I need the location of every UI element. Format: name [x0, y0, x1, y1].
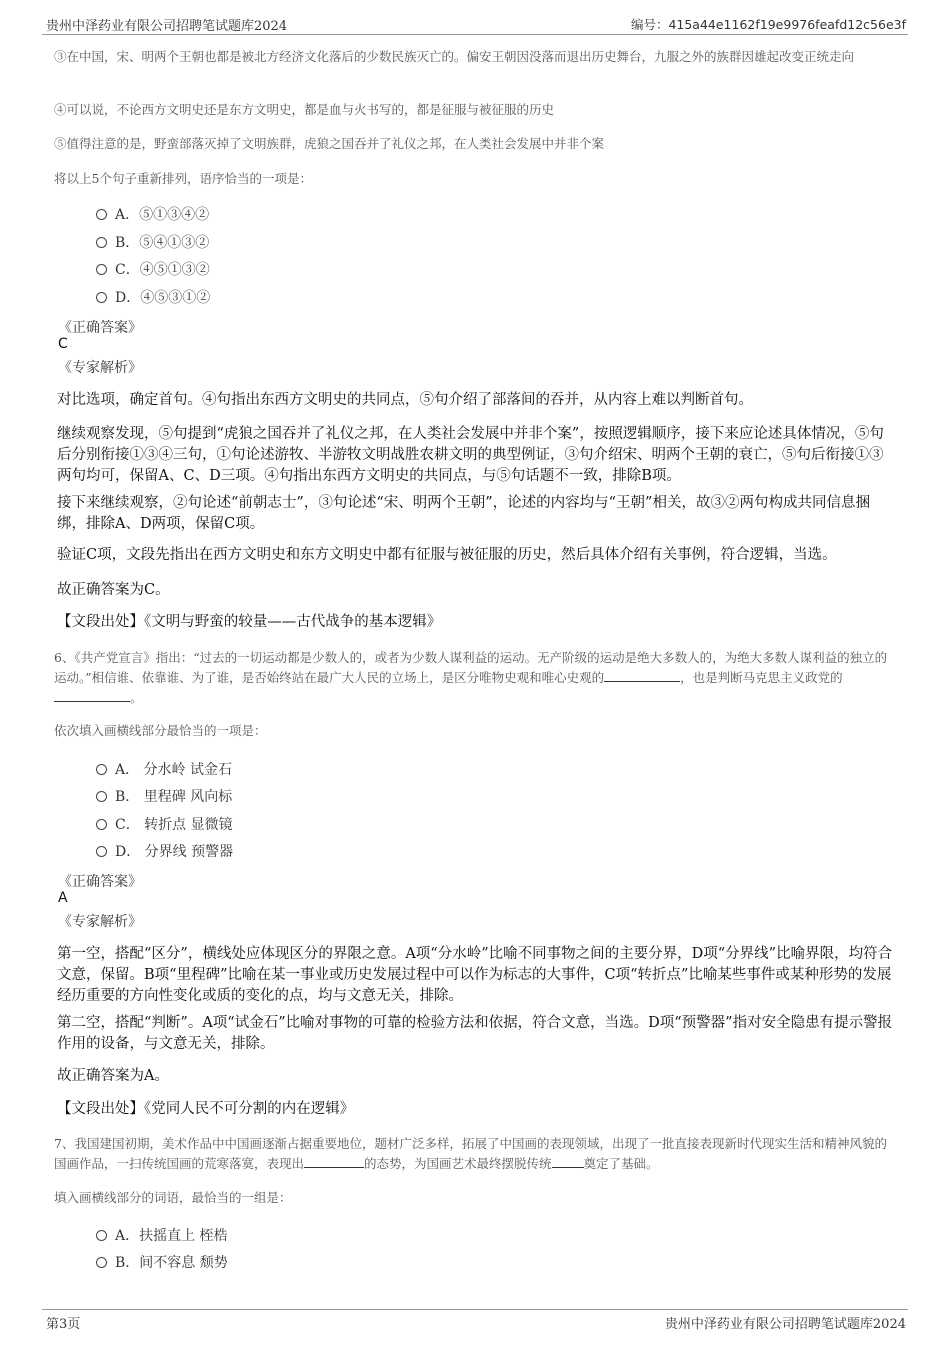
header-divider: [42, 34, 908, 35]
document-code: 编号：415a44e1162f19e9976feafd12c56e3f: [630, 17, 906, 32]
radio-icon[interactable]: [96, 819, 107, 830]
q6-source: 【文段出处】《党同人民不可分割的内在逻辑》: [57, 1101, 355, 1117]
q7-option-b[interactable]: B．间不容息 颓势: [96, 1252, 228, 1272]
radio-icon[interactable]: [96, 264, 107, 275]
q5-source: 【文段出处】《文明与野蛮的较量——古代战争的基本逻辑》: [57, 614, 442, 630]
q5-prompt: 将以上5个句子重新排列，语序恰当的一项是：: [54, 171, 312, 186]
q6-stem: 6、《共产党宣言》指出：“过去的一切运动都是少数人的，或者为少数人谋利益的运动。无产阶级的运动是绝大多数人的，为绝大多数人谋利益的独立的运动。”相信谁、依靠谁、为了谁，是否始终站在最广大人民的立场上，是区分唯物史观和唯心史观的 ，也是判断马克思主义政党的。: [54, 650, 888, 705]
q6-option-b[interactable]: B． 里程碑 风向标: [96, 786, 232, 806]
q5-analysis-paragraph: 验证C项，文段先指出在西方文明史和东方文明史中都有征服与被征服的历史，然后具体介绍有关事例，符合逻辑，当选。: [57, 547, 837, 563]
radio-icon[interactable]: [96, 1257, 107, 1268]
q5-option-a[interactable]: A．⑤①③④②: [96, 204, 209, 224]
page-number: 第3页: [46, 1317, 81, 1332]
q5-option-d[interactable]: D．④⑤③①②: [96, 287, 210, 307]
radio-icon[interactable]: [96, 791, 107, 802]
footer-title: 贵州中泽药业有限公司招聘笔试题库2024: [664, 1317, 906, 1332]
q5-answer: C: [58, 336, 68, 352]
header-title: 贵州中泽药业有限公司招聘笔试题库2024: [46, 19, 288, 34]
q5-analysis-paragraph: 继续观察发现，⑤句提到“虎狼之国吞并了礼仪之邦，在人类社会发展中并非个案”，按照逻辑顺序，接下来应论述具体情况，⑤句后分别衔接①③④三句，①句论述游牧、半游牧文明战胜农耕文明的典型例证，③句介绍宋、明两个王朝的衰亡，⑤句后衔接①③两句均可，保留A、C、D三项。④句指出东西方文明史的共同点，与⑤句话题不一致，排除B项。: [57, 426, 884, 484]
radio-icon[interactable]: [96, 237, 107, 248]
q6-analysis-paragraph: 第一空，搭配“区分”，横线处应体现区分的界限之意。A项“分水岭”比喻不同事物之间的主要分界，D项“分界线”比喻界限，均符合文意，保留。B项“里程碑”比喻在某一事业或历史发展过程中可以作为标志的大事件，C项“转折点”比喻某些事件或某种形势的发展经历重要的方向性变化或质的变化的点，均与文意无关，排除。: [57, 946, 893, 1004]
q5-analysis-paragraph: 故正确答案为C。: [57, 582, 170, 598]
q6-analysis-paragraph: 第二空，搭配“判断”。A项“试金石”比喻对事物的可靠的检验方法和依据，符合文意，当选。D项“预警器”指对安全隐患有提示警报作用的设备，与文意无关，排除。: [57, 1015, 893, 1052]
radio-icon[interactable]: [96, 209, 107, 220]
q5-sentence-5: ⑤值得注意的是，野蛮部落灭掉了文明族群，虎狼之国吞并了礼仪之邦，在人类社会发展中并非个案: [54, 136, 605, 151]
q6-option-c[interactable]: C． 转折点 显微镜: [96, 814, 233, 834]
q5-sentence-4: ④可以说，不论西方文明史还是东方文明史，都是血与火书写的，都是征服与被征服的历史: [54, 102, 555, 117]
q5-analysis-paragraph: 接下来继续观察，②句论述“前朝志士”，③句论述“宋、明两个王朝”，论述的内容均与“王朝”相关，故③②两句构成共同信息捆绑，排除A、D两项，保留C项。: [57, 495, 870, 532]
q6-prompt: 依次填入画横线部分最恰当的一项是：: [54, 723, 267, 738]
q6-answer: A: [58, 890, 68, 906]
q5-option-c[interactable]: C．④⑤①③②: [96, 259, 210, 279]
radio-icon[interactable]: [96, 1230, 107, 1241]
q6-answer-label: 《正确答案》: [58, 874, 142, 890]
q5-option-b[interactable]: B．⑤④①③②: [96, 232, 209, 252]
q5-answer-label: 《正确答案》: [58, 320, 142, 336]
q5-analysis-label: 《专家解析》: [58, 360, 142, 376]
q5-analysis-paragraph: 对比选项，确定首句。④句指出东西方文明史的共同点，⑤句介绍了部落间的吞并，从内容上难以判断首句。: [57, 392, 753, 408]
q6-analysis-paragraph: 故正确答案为A。: [57, 1068, 169, 1084]
q7-option-a[interactable]: A．扶摇直上 桎梏: [96, 1225, 228, 1245]
footer-divider: [42, 1309, 908, 1310]
q7-prompt: 填入画横线部分的词语，最恰当的一组是：: [54, 1190, 292, 1205]
radio-icon[interactable]: [96, 764, 107, 775]
q6-analysis-label: 《专家解析》: [58, 914, 142, 930]
radio-icon[interactable]: [96, 292, 107, 303]
q7-stem: 7、我国建国初期，美术作品中中国画逐渐占据重要地位，题材广泛多样，拓展了中国画的表现领域，出现了一批直接表现新时代现实生活和精神风貌的国画作品，一扫传统国画的荒寒落寞，表现出 的态势，为国画艺术最终摆脱传统 奠定了基础。: [54, 1136, 887, 1171]
q6-option-a[interactable]: A． 分水岭 试金石: [96, 759, 232, 779]
radio-icon[interactable]: [96, 846, 107, 857]
q5-sentence-3: ③在中国，宋、明两个王朝也都是被北方经济文化落后的少数民族灭亡的。偏安王朝因没落而退出历史舞台，九服之外的族群因雄起改变正统走向: [54, 49, 855, 64]
q6-option-d[interactable]: D． 分界线 预警器: [96, 841, 233, 861]
